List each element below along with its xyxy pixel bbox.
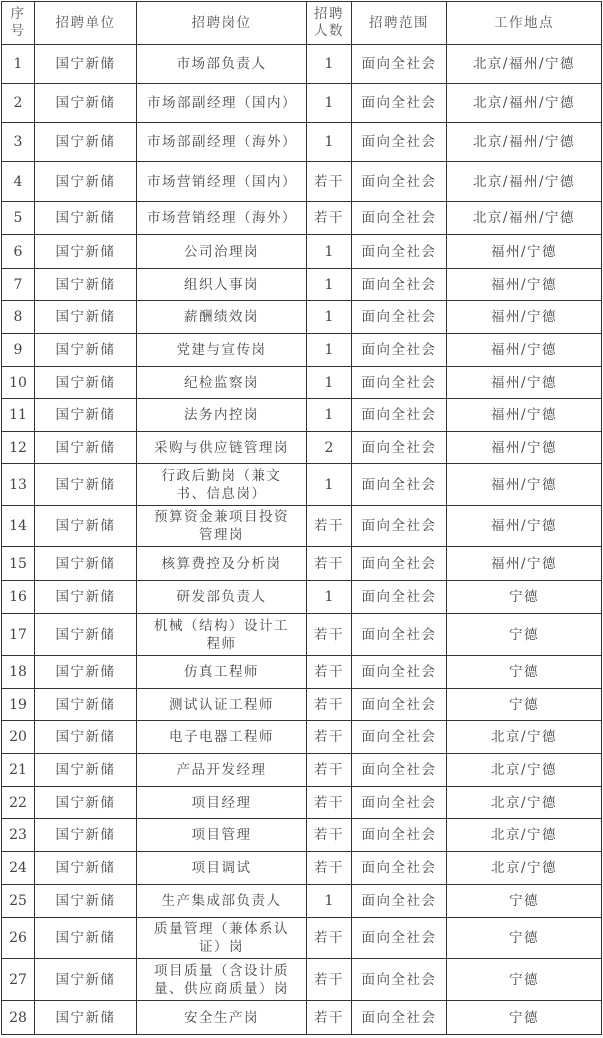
row-scope: 面向全社会 <box>352 123 447 162</box>
row-unit: 国宁新储 <box>35 1001 137 1035</box>
row-scope: 面向全社会 <box>352 269 447 301</box>
row-scope: 面向全社会 <box>352 918 447 959</box>
row-location: 北京/宁德 <box>447 787 602 819</box>
row-position: 薪酬绩效岗 <box>137 301 307 334</box>
header-row <box>2 2 602 45</box>
row-count: 1 <box>307 235 352 269</box>
row-unit: 国宁新储 <box>35 399 137 432</box>
row-position: 电子电器工程师 <box>137 721 307 754</box>
row-count: 若干 <box>307 547 352 581</box>
row-position: 项目经理 <box>137 787 307 819</box>
row-location: 福州/宁德 <box>447 506 602 547</box>
row-location: 北京/福州/宁德 <box>447 45 602 84</box>
row-unit: 国宁新储 <box>35 614 137 656</box>
table-row <box>2 123 602 162</box>
table-row <box>2 432 602 464</box>
row-index: 6 <box>2 235 35 269</box>
table-row <box>2 506 602 547</box>
row-location: 福州/宁德 <box>447 367 602 399</box>
row-index: 27 <box>2 959 35 1001</box>
row-position: 预算资金兼项目投资管理岗 <box>137 506 307 547</box>
table-row <box>2 269 602 301</box>
table-row <box>2 334 602 367</box>
row-unit: 国宁新储 <box>35 464 137 506</box>
row-position: 生产集成部负责人 <box>137 885 307 918</box>
row-unit: 国宁新储 <box>35 885 137 918</box>
table-row <box>2 918 602 959</box>
row-unit: 国宁新储 <box>35 235 137 269</box>
row-unit: 国宁新储 <box>35 432 137 464</box>
row-location: 北京/福州/宁德 <box>447 162 602 202</box>
row-location: 福州/宁德 <box>447 464 602 506</box>
row-position: 安全生产岗 <box>137 1001 307 1035</box>
table-row <box>2 819 602 852</box>
row-location: 宁德 <box>447 885 602 918</box>
row-unit: 国宁新储 <box>35 918 137 959</box>
row-location: 福州/宁德 <box>447 547 602 581</box>
row-count: 若干 <box>307 614 352 656</box>
row-index: 18 <box>2 656 35 689</box>
row-unit: 国宁新储 <box>35 506 137 547</box>
table-row <box>2 464 602 506</box>
row-count: 若干 <box>307 787 352 819</box>
table-row <box>2 581 602 614</box>
row-index: 14 <box>2 506 35 547</box>
table-row <box>2 162 602 202</box>
row-position: 市场部副经理（国内） <box>137 84 307 123</box>
row-scope: 面向全社会 <box>352 506 447 547</box>
table-row <box>2 689 602 721</box>
table-row <box>2 614 602 656</box>
row-index: 3 <box>2 123 35 162</box>
recruitment-table <box>1 1 602 1035</box>
row-scope: 面向全社会 <box>352 334 447 367</box>
header-scope: 招聘范围 <box>352 2 447 45</box>
row-location: 北京/宁德 <box>447 852 602 885</box>
row-index: 7 <box>2 269 35 301</box>
row-count: 若干 <box>307 819 352 852</box>
row-unit: 国宁新储 <box>35 301 137 334</box>
row-position: 仿真工程师 <box>137 656 307 689</box>
table-row <box>2 852 602 885</box>
row-index: 12 <box>2 432 35 464</box>
row-unit: 国宁新储 <box>35 45 137 84</box>
row-position: 项目调试 <box>137 852 307 885</box>
row-count: 若干 <box>307 959 352 1001</box>
row-location: 福州/宁德 <box>447 301 602 334</box>
row-count: 1 <box>307 84 352 123</box>
row-location: 福州/宁德 <box>447 334 602 367</box>
row-index: 10 <box>2 367 35 399</box>
row-position: 采购与供应链管理岗 <box>137 432 307 464</box>
row-scope: 面向全社会 <box>352 1001 447 1035</box>
table-row <box>2 84 602 123</box>
row-position: 研发部负责人 <box>137 581 307 614</box>
row-unit: 国宁新储 <box>35 547 137 581</box>
table-row <box>2 754 602 787</box>
row-scope: 面向全社会 <box>352 162 447 202</box>
row-location: 宁德 <box>447 918 602 959</box>
row-index: 26 <box>2 918 35 959</box>
row-count: 1 <box>307 399 352 432</box>
row-index: 17 <box>2 614 35 656</box>
table-row <box>2 301 602 334</box>
row-scope: 面向全社会 <box>352 367 447 399</box>
table-row <box>2 399 602 432</box>
row-index: 16 <box>2 581 35 614</box>
row-scope: 面向全社会 <box>352 721 447 754</box>
row-location: 福州/宁德 <box>447 269 602 301</box>
row-count: 若干 <box>307 918 352 959</box>
row-index: 21 <box>2 754 35 787</box>
row-location: 北京/宁德 <box>447 819 602 852</box>
row-count: 2 <box>307 432 352 464</box>
header-location: 工作地点 <box>447 2 602 45</box>
header-unit: 招聘单位 <box>35 2 137 45</box>
row-count: 若干 <box>307 506 352 547</box>
row-index: 28 <box>2 1001 35 1035</box>
row-count: 1 <box>307 45 352 84</box>
row-location: 宁德 <box>447 689 602 721</box>
table-row <box>2 367 602 399</box>
row-position: 产品开发经理 <box>137 754 307 787</box>
row-scope: 面向全社会 <box>352 581 447 614</box>
row-scope: 面向全社会 <box>352 959 447 1001</box>
row-location: 福州/宁德 <box>447 432 602 464</box>
row-scope: 面向全社会 <box>352 547 447 581</box>
row-index: 2 <box>2 84 35 123</box>
table-row <box>2 787 602 819</box>
row-unit: 国宁新储 <box>35 959 137 1001</box>
row-position: 机械（结构）设计工程师 <box>137 614 307 656</box>
row-scope: 面向全社会 <box>352 885 447 918</box>
row-count: 若干 <box>307 852 352 885</box>
table-row <box>2 202 602 235</box>
row-location: 北京/宁德 <box>447 721 602 754</box>
table-row <box>2 235 602 269</box>
row-position: 市场营销经理（海外） <box>137 202 307 235</box>
row-position: 党建与宣传岗 <box>137 334 307 367</box>
row-location: 北京/福州/宁德 <box>447 84 602 123</box>
row-index: 1 <box>2 45 35 84</box>
row-scope: 面向全社会 <box>352 432 447 464</box>
row-index: 24 <box>2 852 35 885</box>
row-count: 若干 <box>307 721 352 754</box>
row-scope: 面向全社会 <box>352 235 447 269</box>
row-unit: 国宁新储 <box>35 162 137 202</box>
row-position: 法务内控岗 <box>137 399 307 432</box>
row-unit: 国宁新储 <box>35 269 137 301</box>
row-index: 8 <box>2 301 35 334</box>
row-index: 13 <box>2 464 35 506</box>
table-row <box>2 721 602 754</box>
table-row <box>2 1001 602 1035</box>
row-index: 9 <box>2 334 35 367</box>
row-unit: 国宁新储 <box>35 367 137 399</box>
row-location: 宁德 <box>447 581 602 614</box>
row-position: 纪检监察岗 <box>137 367 307 399</box>
row-index: 25 <box>2 885 35 918</box>
row-count: 1 <box>307 301 352 334</box>
row-count: 若干 <box>307 656 352 689</box>
row-position: 行政后勤岗（兼文书、信息岗） <box>137 464 307 506</box>
row-scope: 面向全社会 <box>352 202 447 235</box>
row-unit: 国宁新储 <box>35 84 137 123</box>
row-index: 20 <box>2 721 35 754</box>
row-location: 宁德 <box>447 959 602 1001</box>
table-row <box>2 45 602 84</box>
table-row <box>2 656 602 689</box>
table-row <box>2 885 602 918</box>
row-scope: 面向全社会 <box>352 689 447 721</box>
row-location: 北京/宁德 <box>447 754 602 787</box>
header-index: 序号 <box>2 2 35 45</box>
row-scope: 面向全社会 <box>352 656 447 689</box>
row-index: 15 <box>2 547 35 581</box>
header-count: 招聘人数 <box>307 2 352 45</box>
row-scope: 面向全社会 <box>352 84 447 123</box>
row-position: 质量管理（兼体系认证）岗 <box>137 918 307 959</box>
row-location: 福州/宁德 <box>447 399 602 432</box>
row-unit: 国宁新储 <box>35 123 137 162</box>
row-location: 宁德 <box>447 656 602 689</box>
row-count: 若干 <box>307 1001 352 1035</box>
row-count: 若干 <box>307 689 352 721</box>
row-position: 项目质量（含设计质量、供应商质量）岗 <box>137 959 307 1001</box>
row-position: 公司治理岗 <box>137 235 307 269</box>
row-location: 北京/福州/宁德 <box>447 202 602 235</box>
row-unit: 国宁新储 <box>35 852 137 885</box>
row-location: 宁德 <box>447 1001 602 1035</box>
row-count: 1 <box>307 464 352 506</box>
row-count: 若干 <box>307 754 352 787</box>
row-count: 1 <box>307 581 352 614</box>
row-scope: 面向全社会 <box>352 852 447 885</box>
row-index: 22 <box>2 787 35 819</box>
row-index: 4 <box>2 162 35 202</box>
row-location: 宁德 <box>447 614 602 656</box>
row-position: 核算费控及分析岗 <box>137 547 307 581</box>
row-count: 1 <box>307 334 352 367</box>
row-index: 19 <box>2 689 35 721</box>
row-count: 1 <box>307 885 352 918</box>
row-unit: 国宁新储 <box>35 787 137 819</box>
row-position: 组织人事岗 <box>137 269 307 301</box>
row-unit: 国宁新储 <box>35 334 137 367</box>
row-scope: 面向全社会 <box>352 301 447 334</box>
row-index: 5 <box>2 202 35 235</box>
row-scope: 面向全社会 <box>352 45 447 84</box>
row-unit: 国宁新储 <box>35 819 137 852</box>
row-location: 北京/福州/宁德 <box>447 123 602 162</box>
row-index: 23 <box>2 819 35 852</box>
row-scope: 面向全社会 <box>352 754 447 787</box>
row-count: 1 <box>307 269 352 301</box>
row-unit: 国宁新储 <box>35 721 137 754</box>
row-location: 福州/宁德 <box>447 235 602 269</box>
header-position: 招聘岗位 <box>137 2 307 45</box>
row-scope: 面向全社会 <box>352 819 447 852</box>
row-count: 1 <box>307 367 352 399</box>
row-count: 1 <box>307 123 352 162</box>
row-count: 若干 <box>307 202 352 235</box>
row-position: 项目管理 <box>137 819 307 852</box>
row-unit: 国宁新储 <box>35 689 137 721</box>
row-scope: 面向全社会 <box>352 399 447 432</box>
table-row <box>2 959 602 1001</box>
row-position: 市场部负责人 <box>137 45 307 84</box>
row-unit: 国宁新储 <box>35 754 137 787</box>
row-position: 市场营销经理（国内） <box>137 162 307 202</box>
row-position: 测试认证工程师 <box>137 689 307 721</box>
row-count: 若干 <box>307 162 352 202</box>
row-position: 市场部副经理（海外） <box>137 123 307 162</box>
row-scope: 面向全社会 <box>352 614 447 656</box>
table-row <box>2 547 602 581</box>
row-unit: 国宁新储 <box>35 581 137 614</box>
row-unit: 国宁新储 <box>35 656 137 689</box>
row-index: 11 <box>2 399 35 432</box>
row-scope: 面向全社会 <box>352 464 447 506</box>
row-unit: 国宁新储 <box>35 202 137 235</box>
row-scope: 面向全社会 <box>352 787 447 819</box>
